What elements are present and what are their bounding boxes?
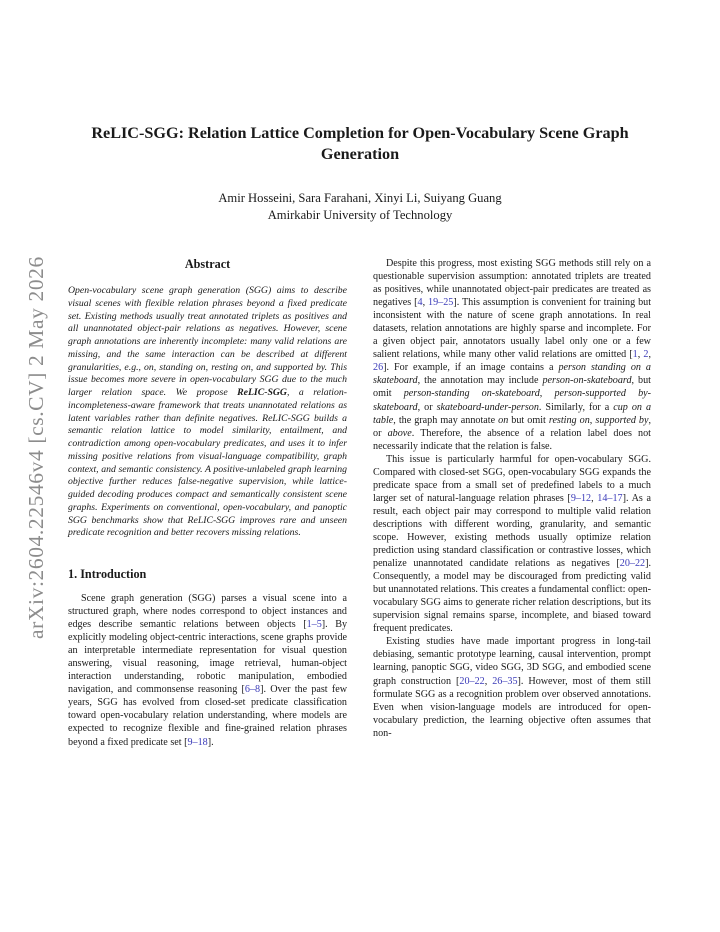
author-block <box>70 190 650 224</box>
citation-link[interactable]: 4 <box>417 297 423 309</box>
abstract-heading: Abstract <box>184 257 231 271</box>
intro-paragraph-1: Scene graph generation (SGG) parses a visual scene into a structured graph, where nodes correspond to object instances and edges describe semantic relations between objects [1–5]. By explicitly modeling object-centric interactions, scene graphs provide an interpretable intermediate representation for visual question answering, visual reasoning, image retrieval, human-object interaction understanding, robotic manipulation, embodied navigation, and commonsense reasoning [6–8]. Over the past few years, SGG has evolved from closed-set predicate classification toward open-vocabulary relation understanding, where models are expected to recognize flexible and fine-grained relation phrases beyond a fixed predicate set [9–18]. <box>68 593 348 748</box>
citation-link[interactable]: 14–17 <box>597 492 623 504</box>
citation-link[interactable]: 6–8 <box>244 684 261 696</box>
intro-paragraph-4: Existing studies have made important progress in long-tail debiasing, semantic prototype learning, causal intervention, prompt learning, panoptic SGG, video SGG, 3D SGG, and embodied scene graph construction [20–22, 26–35]. However, most of them still formulate SGG as a recognition problem over observed annotations. Even when vision-language models are introduced for open-vocabulary prediction, the learning objective often assumes that non- <box>373 636 652 739</box>
author-names: Amir Hosseini, Sara Farahani, Xinyi Li, Suiyang Guang <box>218 191 502 205</box>
citation-link[interactable]: 26–35 <box>492 675 518 687</box>
intro-heading: 1. Introduction <box>68 567 147 581</box>
arxiv-id: arXiv:2604.22546v4 [cs.CV] 2 May 2026 <box>24 256 48 639</box>
citation-link[interactable]: 2 <box>643 349 649 361</box>
citation-link[interactable]: 1–5 <box>306 619 322 631</box>
citation-link[interactable]: 1 <box>632 349 638 361</box>
paper-title: ReLIC-SGG: Relation Lattice Completion for Open-Vocabulary Scene Graph Generation <box>91 124 629 163</box>
citation-link[interactable]: 9–12 <box>570 492 592 504</box>
citation-link[interactable]: 9–18 <box>187 736 208 748</box>
citation-link[interactable]: 19–25 <box>428 297 454 309</box>
method-name: ReLIC-SGG <box>237 387 287 398</box>
right-column <box>373 257 651 740</box>
citation-link[interactable]: 26 <box>373 362 384 374</box>
abstract-text: Open-vocabulary scene graph generation (SGG) aims to describe visual scenes with flexible relation phrases beyond a fixed predicate set. Existing methods usually treat annotated triplets as positives and all unannotated object-pair relations as negatives. However, scene graph annotations are inherently incomplete: many valid relations are missing, and the same interaction can be described at different granularities, e.g., on, standing on, resting on, and supported by. This issue becomes more severe in open-vocabulary SGG due to the much larger relation space. We propose ReLIC-SGG, a relation-incompleteness-aware framework that treats unannotated relations as latent variables rather than definite negatives. ReLIC-SGG builds a semantic relation lattice to model similarity, entailment, and contradiction among open-vocabulary predicates, and uses it to infer missing positive relations from visual-language compatibility, graph context, and semantic consistency. A positive-unlabeled graph learning objective further reduces false-negative supervision, while lattice-guided decoding produces compact and semantically consistent scene graphs. Experiments on conventional, open-vocabulary, and panoptic SGG benchmarks show that ReLIC-SGG improves rare and unseen predicate recognition and better recovers missing relations. <box>68 285 347 539</box>
intro-paragraph-2: Despite this progress, most existing SGG methods still rely on a questionable supervision assumption: annotated triplets are treated as positives, while unannotated object-pair predicates are treated as negatives [4, 19–25]. This assumption is convenient for training but inconsistent with the nature of scene graph annotations. In real datasets, relation annotations are highly sparse and incomplete. For a given object pair, annotators usually label only one or a few salient relations, while many other valid relations are omitted [1, 2, 26]. For example, if an image contains a person standing on a skateboard, the annotation may include person-on-skateboard, but omit person-standing on-skateboard, person-supported by-skateboard, or skateboard-under-person. Similarly, for a cup on a table, the graph may annotate on but omit resting on, supported by, or above. Therefore, the absence of a relation label does not necessarily indicate that the relation is false. <box>373 258 652 452</box>
left-column <box>68 257 347 749</box>
intro-paragraph-3: This issue is particularly harmful for open-vocabulary SGG. Compared with closed-set SGG, open-vocabulary SGG expands the predicate space from a small set of predefined labels to a much larger set of natural-language relation phrases [9–12, 14–17]. As a result, each object pair may correspond to multiple valid relation descriptions with different wording, granularity, and semantic scope. However, existing methods usually optimize relation prediction using standard classification or contrastive losses, which penalize unannotated candidate relations as negatives [20–22]. Consequently, a model may be discouraged from predicting valid but unannotated relations. This creates a fundamental conflict: open-vocabulary SGG aims to generate richer relation descriptions, but its supervision signal remains sparse, incomplete, and biased toward frequent predicates. <box>373 453 652 635</box>
affiliation: Amirkabir University of Technology <box>267 208 453 222</box>
citation-link[interactable]: 20–22 <box>619 558 646 570</box>
citation-link[interactable]: 20–22 <box>459 675 485 687</box>
